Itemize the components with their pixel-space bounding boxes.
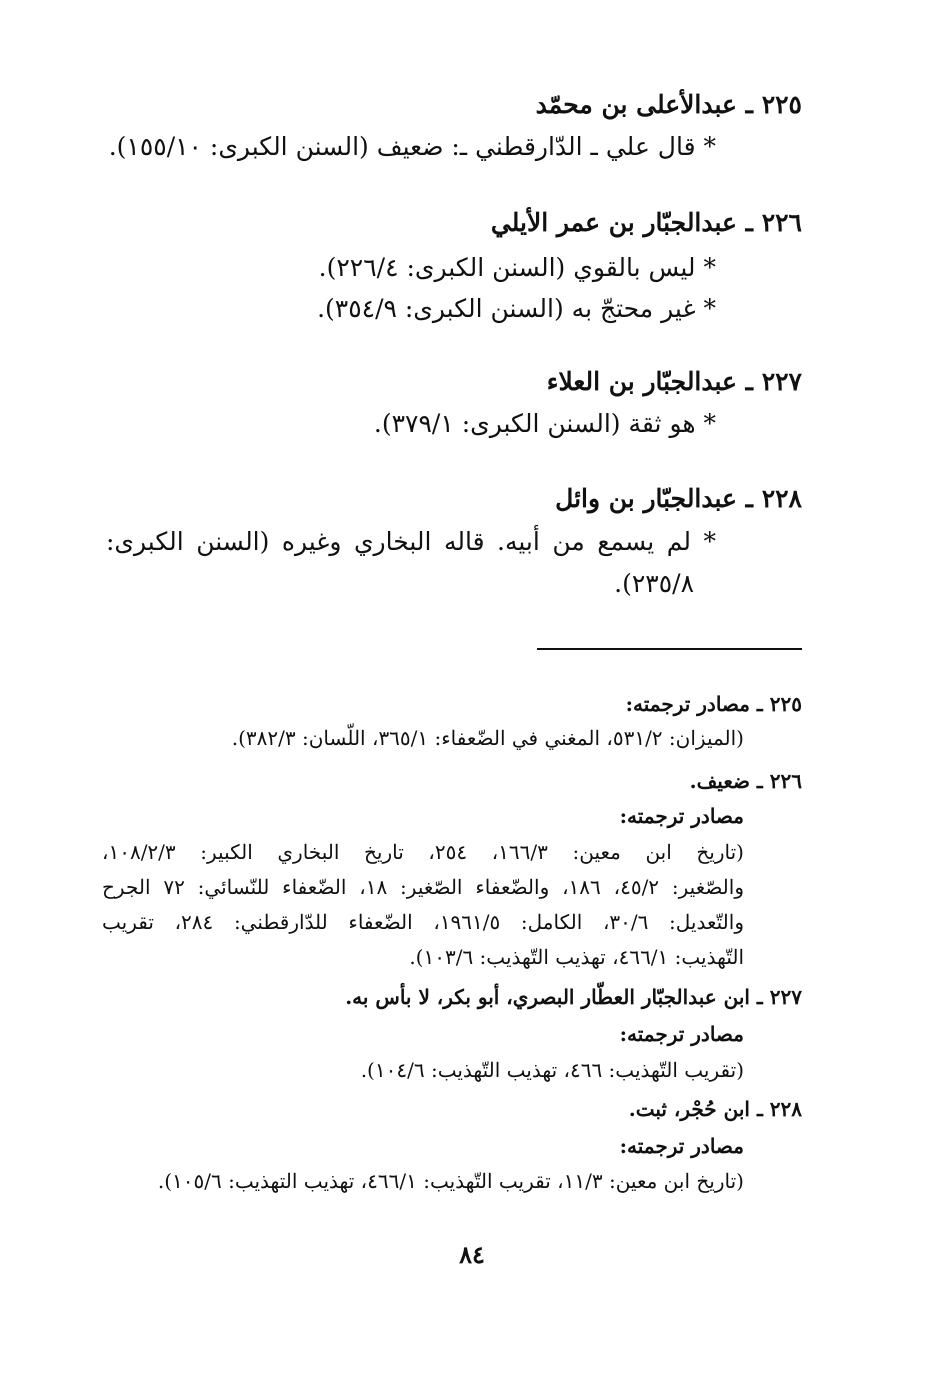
- footnote-225-sources: (الميزان: ٥٣١/٢، المغني في الضّعفاء: ٣٦٥/١، اللّسان: ٣٨٢/٣).: [231, 726, 744, 750]
- footnote-226-sources-line-1: (تاريخ ابن معين: ١٦٦/٣، ٢٥٤، تاريخ البخاري الكبير: ١٠٨/٢/٣،: [102, 840, 744, 864]
- entry-228-line-1: * لم يسمع من أبيه. قاله البخاري وغيره (السنن الكبرى:: [106, 527, 716, 556]
- footnote-226-sources-line-2: والصّغير: ٤٥/٢، ١٨٦، والضّعفاء الصّغير: ١٨، الضّعفاء للنّسائي: ٧٢ الجرح: [102, 875, 744, 899]
- entry-228-title: ٢٢٨ ـ عبدالجبّار بن وائل: [555, 484, 802, 513]
- entry-227-title: ٢٢٧ ـ عبدالجبّار بن العلاء: [546, 367, 802, 396]
- entry-227-line-1: * هو ثقة (السنن الكبرى: ٣٧٩/١).: [373, 409, 716, 438]
- footnote-228-sources-label: مصادر ترجمته:: [619, 1134, 744, 1158]
- footnote-226-sources-line-3: والتّعديل: ٣٠/٦، الكامل: ١٩٦١/٥، الضّعفاء للدّارقطني: ٢٨٤، تقريب: [102, 910, 744, 934]
- footnote-228-sources: (تاريخ ابن معين: ١١/٣، تقريب التّهذيب: ٤٦٦/١، تهذيب التهذيب: ١٠٥/٦).: [157, 1169, 744, 1193]
- entry-226-line-2: * غير محتجّ به (السنن الكبرى: ٣٥٤/٩).: [317, 294, 716, 323]
- entry-228-line-2: ٢٣٥/٨).: [614, 569, 694, 598]
- footnote-226-heading: ٢٢٦ ـ ضعيف.: [689, 769, 802, 793]
- footnote-228-heading: ٢٢٨ ـ ابن حُجْر، ثبت.: [628, 1097, 802, 1121]
- footnote-separator: [537, 648, 802, 650]
- entry-226-line-1: * ليس بالقوي (السنن الكبرى: ٢٢٦/٤).: [318, 253, 716, 282]
- footnote-227-heading: ٢٢٧ ـ ابن عبدالجبّار العطّار البصري، أبو بكر، لا بأس به.: [345, 985, 802, 1009]
- page-number: ٨٤: [459, 1240, 485, 1269]
- entry-226-title: ٢٢٦ ـ عبدالجبّار بن عمر الأيلي: [490, 208, 802, 237]
- footnote-227-sources: (تقريب التّهذيب: ٤٦٦، تهذيب التّهذيب: ١٠٤/٦).: [360, 1058, 744, 1082]
- footnote-227-sources-label: مصادر ترجمته:: [619, 1022, 744, 1046]
- footnote-226-sources-line-4: التّهذيب: ٤٦٦/١، تهذيب التّهذيب: ١٠٣/٦).: [409, 945, 744, 969]
- footnote-225-heading: ٢٢٥ ـ مصادر ترجمته:: [625, 692, 802, 716]
- footnote-226-sources-label: مصادر ترجمته:: [619, 804, 744, 828]
- entry-225-line-1: * قال علي ـ الدّارقطني ـ: ضعيف (السنن الكبرى: ١٥٥/١٠).: [108, 132, 716, 161]
- entry-225-title: ٢٢٥ ـ عبدالأعلى بن محمّد: [535, 90, 802, 119]
